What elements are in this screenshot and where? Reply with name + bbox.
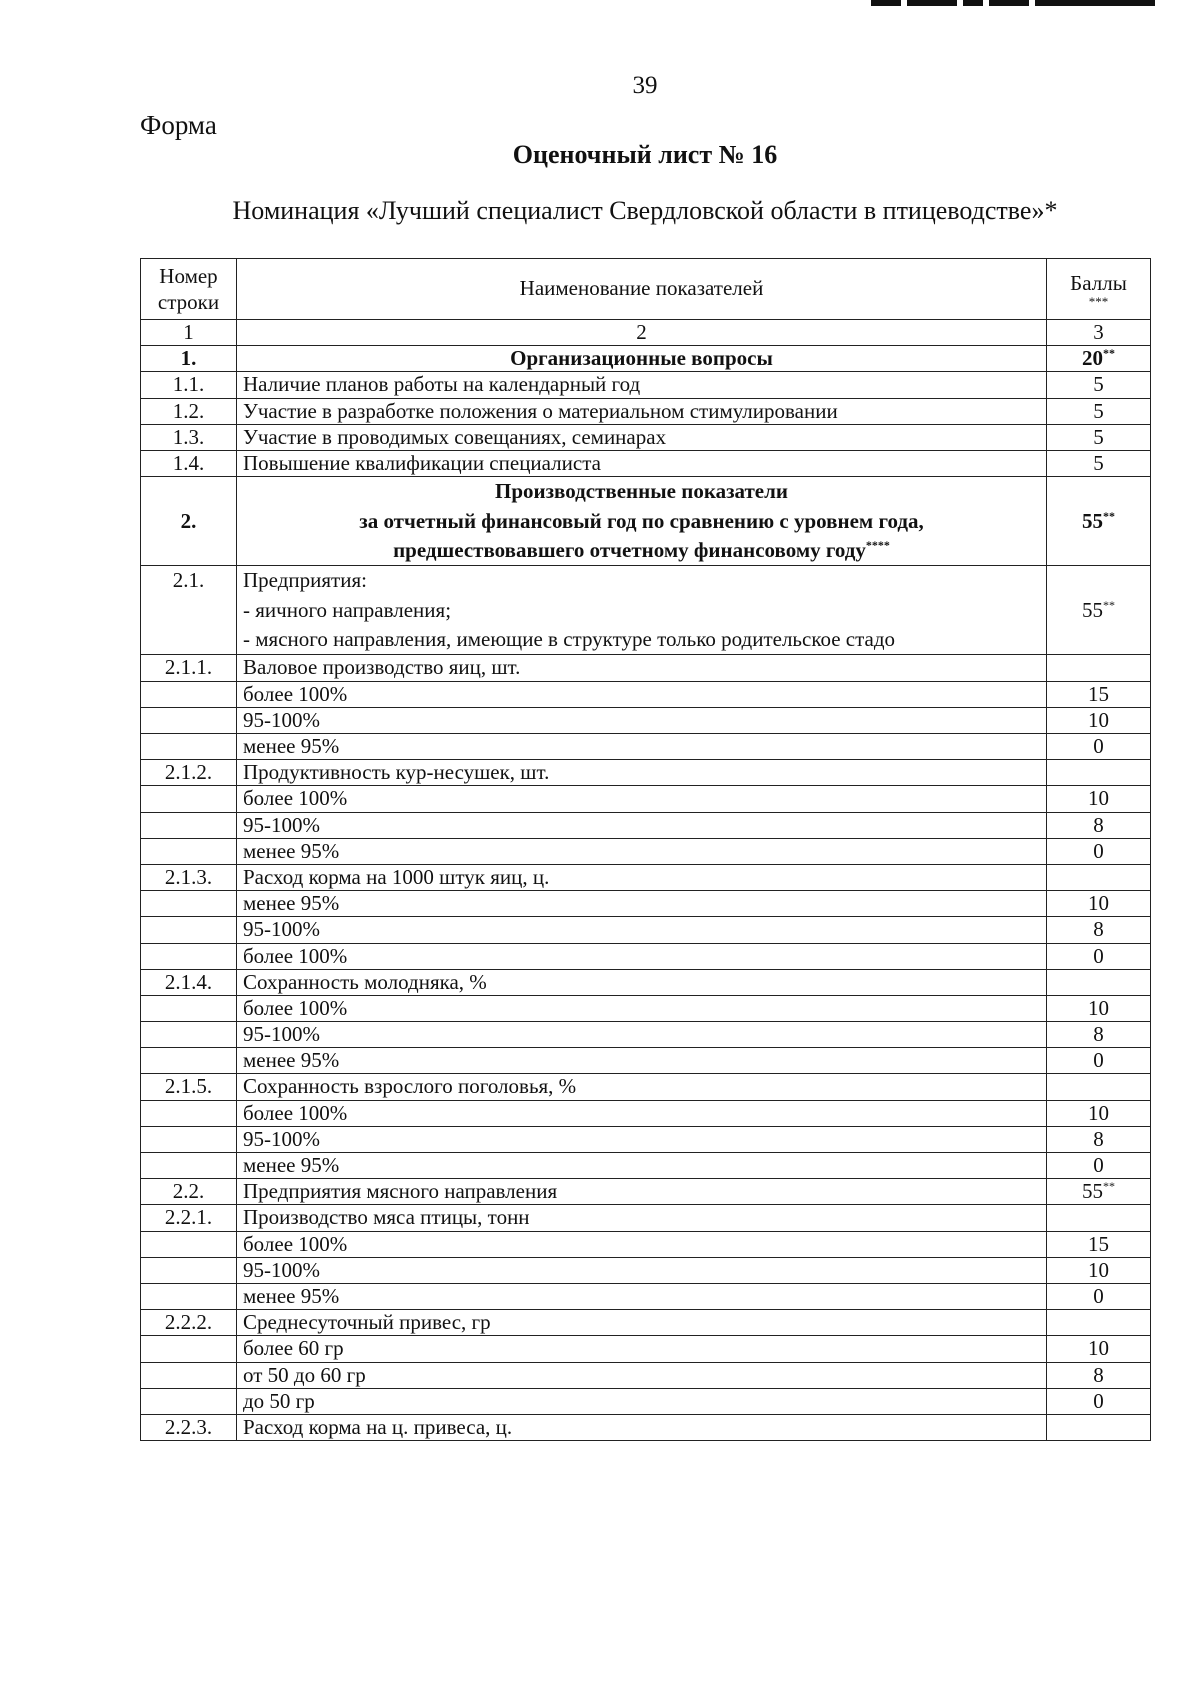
indicator-name: Участие в разработке положения о материальном стимулировании (237, 398, 1047, 424)
table-row (141, 450, 1151, 476)
header-name-cell: Наименование показателей (237, 259, 1047, 320)
group-header-row (141, 1074, 1151, 1100)
row-score: 5 (1047, 450, 1151, 476)
row-number-empty (141, 1257, 237, 1283)
indicator-name (237, 566, 1047, 655)
row-score (1047, 1310, 1151, 1336)
indicator-name: Участие в проводимых совещаниях, семинарах (237, 424, 1047, 450)
group-header-row (141, 655, 1151, 681)
criteria-label: более 100% (237, 943, 1047, 969)
criteria-label: более 100% (237, 995, 1047, 1021)
criteria-score: 0 (1047, 734, 1151, 760)
row-number-empty (141, 1336, 237, 1362)
criteria-label: более 100% (237, 681, 1047, 707)
row-number: 2.2.3. (141, 1414, 237, 1440)
row-score (1047, 1205, 1151, 1231)
row-number: 2.1.3. (141, 864, 237, 890)
row-score (1047, 1179, 1151, 1205)
row-number: 1.1. (141, 372, 237, 398)
row-score (1047, 566, 1151, 655)
score-stars: ** (1103, 508, 1115, 523)
criteria-row (141, 1336, 1151, 1362)
score-stars: ** (1103, 1179, 1115, 1194)
criteria-label: 95-100% (237, 812, 1047, 838)
criteria-label: 95-100% (237, 1022, 1047, 1048)
section-title-line3-text: предшествовавшего отчетному финансовому году (393, 537, 866, 562)
footnote-stars: **** (865, 537, 890, 552)
row-number-empty (141, 891, 237, 917)
group-header-row (141, 864, 1151, 890)
section-row (141, 346, 1151, 372)
criteria-score: 0 (1047, 838, 1151, 864)
colnum-1: 1 (141, 320, 237, 346)
criteria-score: 0 (1047, 943, 1151, 969)
criteria-score: 8 (1047, 1126, 1151, 1152)
row-number: 2.1. (141, 566, 237, 655)
indicator-name: Среднесуточный привес, гр (237, 1310, 1047, 1336)
header-num-line1: Номер (159, 263, 218, 288)
criteria-row (141, 812, 1151, 838)
page-number: 39 (632, 72, 658, 99)
criteria-label: более 100% (237, 1231, 1047, 1257)
criteria-label: менее 95% (237, 891, 1047, 917)
scan-artifact (815, 0, 1155, 6)
criteria-score: 8 (1047, 1362, 1151, 1388)
row-number: 1.4. (141, 450, 237, 476)
group-header-row (141, 1310, 1151, 1336)
table-row (141, 566, 1151, 655)
row-score (1047, 760, 1151, 786)
criteria-label: более 60 гр (237, 1336, 1047, 1362)
criteria-row (141, 1388, 1151, 1414)
criteria-score: 10 (1047, 1257, 1151, 1283)
indicator-name: Повышение квалификации специалиста (237, 450, 1047, 476)
row-number-empty (141, 1283, 237, 1309)
section-title-line2: за отчетный финансовый год по сравнению с уровнем года, (359, 508, 924, 533)
score-value: 55 (1082, 508, 1103, 533)
row-number-empty (141, 707, 237, 733)
criteria-label: 95-100% (237, 1126, 1047, 1152)
indicator-name: Предприятия мясного направления (237, 1179, 1047, 1205)
criteria-row (141, 995, 1151, 1021)
criteria-row (141, 891, 1151, 917)
section-title-line1: Производственные показатели (494, 479, 789, 504)
row-number-empty (141, 1231, 237, 1257)
criteria-score: 8 (1047, 917, 1151, 943)
indicator-name: Продуктивность кур-несушек, шт. (237, 760, 1047, 786)
criteria-label: менее 95% (237, 1048, 1047, 1074)
row-number: 2.1.5. (141, 1074, 237, 1100)
row-number-empty (141, 734, 237, 760)
row-number: 1. (141, 346, 237, 372)
criteria-label: до 50 гр (237, 1388, 1047, 1414)
criteria-score: 10 (1047, 1100, 1151, 1126)
criteria-row (141, 734, 1151, 760)
column-number-row (141, 320, 1151, 346)
criteria-row (141, 1022, 1151, 1048)
indicator-name: Валовое производство яиц, шт. (237, 655, 1047, 681)
row-number: 2.2. (141, 1179, 237, 1205)
score-value: 20 (1082, 346, 1103, 371)
criteria-score: 8 (1047, 812, 1151, 838)
group-header-row (141, 969, 1151, 995)
indicator-name: Расход корма на 1000 штук яиц, ц. (237, 864, 1047, 890)
criteria-score: 10 (1047, 891, 1151, 917)
indicator-name: Сохранность молодняка, % (237, 969, 1047, 995)
row-number: 2. (141, 477, 237, 566)
criteria-score: 15 (1047, 681, 1151, 707)
criteria-row (141, 1231, 1151, 1257)
row-score (1047, 655, 1151, 681)
header-score-label: Баллы (1070, 270, 1127, 295)
table-row (141, 398, 1151, 424)
row-number-empty (141, 812, 237, 838)
score-stars: ** (1103, 597, 1115, 612)
header-num-line2: строки (157, 290, 220, 314)
row-score: 5 (1047, 424, 1151, 450)
score-stars: ** (1103, 346, 1115, 361)
criteria-row (141, 1257, 1151, 1283)
criteria-row (141, 1153, 1151, 1179)
row-number: 2.1.2. (141, 760, 237, 786)
criteria-score: 0 (1047, 1048, 1151, 1074)
table-row (141, 372, 1151, 398)
row-number-empty (141, 838, 237, 864)
group-header-row (141, 760, 1151, 786)
criteria-score: 0 (1047, 1283, 1151, 1309)
criteria-row (141, 1100, 1151, 1126)
criteria-label: 95-100% (237, 707, 1047, 733)
row-score (1047, 1414, 1151, 1440)
header-score-cell (1047, 259, 1151, 320)
criteria-score: 0 (1047, 1153, 1151, 1179)
criteria-row (141, 1283, 1151, 1309)
table-row (141, 1414, 1151, 1440)
row-number-empty (141, 1100, 237, 1126)
form-label: Форма (140, 110, 217, 140)
row-number: 1.3. (141, 424, 237, 450)
table-row (141, 424, 1151, 450)
indicator-name: Наличие планов работы на календарный год (237, 372, 1047, 398)
indicator-line3: - мясного направления, имеющие в структуре только родительское стадо (243, 627, 896, 652)
row-number: 2.1.4. (141, 969, 237, 995)
criteria-score: 10 (1047, 707, 1151, 733)
row-score (1047, 1074, 1151, 1100)
row-number: 2.2.1. (141, 1205, 237, 1231)
group-header-row (141, 1205, 1151, 1231)
table-header-row (141, 259, 1151, 320)
colnum-2: 2 (237, 320, 1047, 346)
score-value: 55 (1082, 1179, 1103, 1204)
row-number-empty (141, 1362, 237, 1388)
criteria-row (141, 943, 1151, 969)
criteria-score: 0 (1047, 1388, 1151, 1414)
criteria-label: 95-100% (237, 917, 1047, 943)
row-number-empty (141, 995, 237, 1021)
row-number-empty (141, 1153, 237, 1179)
row-number: 2.1.1. (141, 655, 237, 681)
document-title: Оценочный лист № 16 (512, 140, 778, 169)
criteria-score: 8 (1047, 1022, 1151, 1048)
header-num-cell (141, 259, 237, 320)
header-score-stars: *** (1088, 294, 1109, 310)
criteria-row (141, 838, 1151, 864)
criteria-label: менее 95% (237, 838, 1047, 864)
evaluation-table (140, 258, 1151, 1441)
criteria-row (141, 707, 1151, 733)
row-number-empty (141, 681, 237, 707)
criteria-score: 10 (1047, 786, 1151, 812)
criteria-row (141, 681, 1151, 707)
criteria-row (141, 1048, 1151, 1074)
criteria-row (141, 1362, 1151, 1388)
row-number-empty (141, 943, 237, 969)
section-row (141, 477, 1151, 566)
row-number: 2.2.2. (141, 1310, 237, 1336)
section-title: Организационные вопросы (237, 346, 1047, 372)
section-title (237, 477, 1047, 566)
score-value: 55 (1082, 597, 1103, 622)
criteria-label: более 100% (237, 1100, 1047, 1126)
row-number-empty (141, 1388, 237, 1414)
criteria-label: менее 95% (237, 1283, 1047, 1309)
criteria-label: более 100% (237, 786, 1047, 812)
row-number: 1.2. (141, 398, 237, 424)
criteria-score: 10 (1047, 995, 1151, 1021)
criteria-row (141, 1126, 1151, 1152)
criteria-row (141, 917, 1151, 943)
row-score: 5 (1047, 372, 1151, 398)
indicator-line2: - яичного направления; (243, 597, 452, 622)
colnum-3: 3 (1047, 320, 1151, 346)
row-score: 5 (1047, 398, 1151, 424)
indicator-name: Расход корма на ц. привеса, ц. (237, 1414, 1047, 1440)
nomination-subtitle: Номинация «Лучший специалист Свердловской области в птицеводстве»* (232, 196, 1058, 225)
row-number-empty (141, 1048, 237, 1074)
row-score (1047, 477, 1151, 566)
criteria-label: 95-100% (237, 1257, 1047, 1283)
criteria-row (141, 786, 1151, 812)
row-number-empty (141, 1022, 237, 1048)
row-number-empty (141, 786, 237, 812)
row-number-empty (141, 917, 237, 943)
criteria-label: менее 95% (237, 1153, 1047, 1179)
row-score (1047, 969, 1151, 995)
criteria-score: 15 (1047, 1231, 1151, 1257)
criteria-score: 10 (1047, 1336, 1151, 1362)
indicator-name: Сохранность взрослого поголовья, % (237, 1074, 1047, 1100)
section-title-line3 (243, 536, 1040, 565)
row-score (1047, 864, 1151, 890)
table-row (141, 1179, 1151, 1205)
criteria-label: от 50 до 60 гр (237, 1362, 1047, 1388)
indicator-line1: Предприятия: (243, 568, 367, 593)
row-score (1047, 346, 1151, 372)
criteria-label: менее 95% (237, 734, 1047, 760)
indicator-name: Производство мяса птицы, тонн (237, 1205, 1047, 1231)
row-number-empty (141, 1126, 237, 1152)
